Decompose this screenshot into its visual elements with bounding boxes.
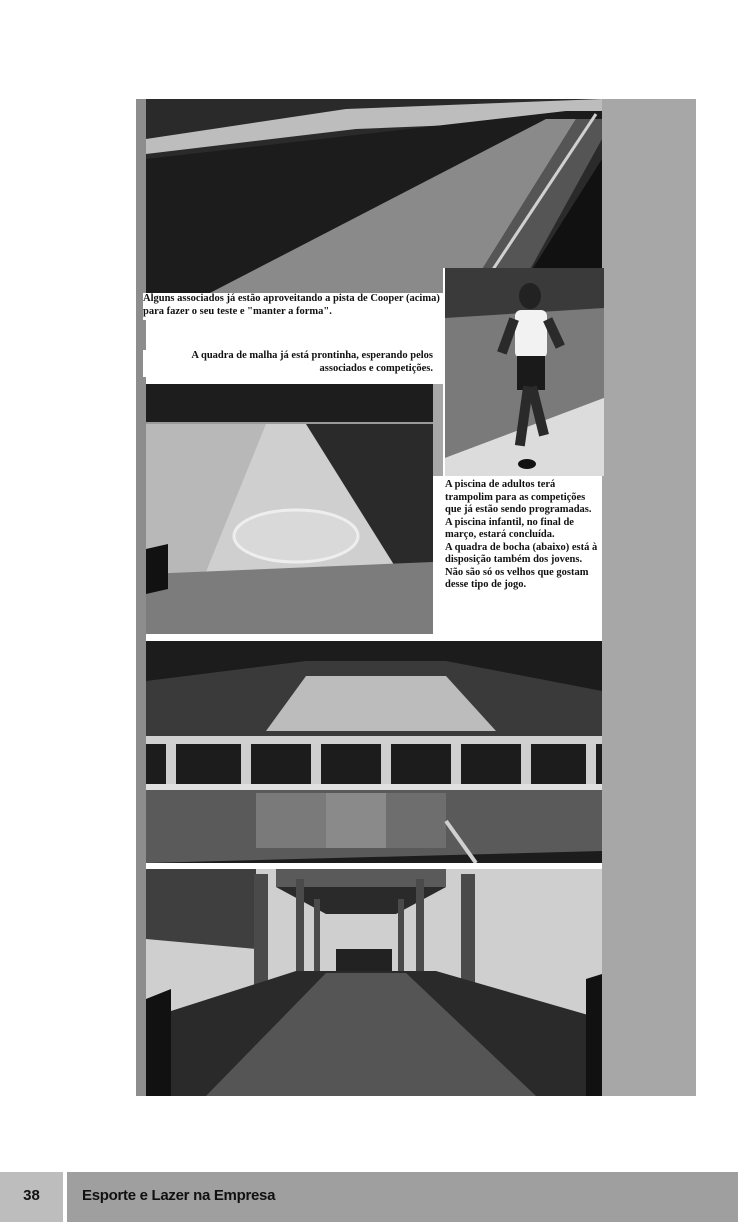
caption-pool-bocha xyxy=(445,479,602,594)
gutter xyxy=(146,863,602,869)
page-number: 38 xyxy=(0,1172,67,1222)
photo-malha-court xyxy=(146,384,433,634)
page-edge-shadow xyxy=(136,99,146,1096)
photo-cooper-track xyxy=(146,99,602,295)
caption-cooper-text: Alguns associados já estão aproveitando a pista de Cooper (acima) para fazer o seu teste e "manter a forma". xyxy=(143,293,440,317)
caption-pool-text: A piscina de adultos terá trampolim para as competições que já estão sendo programadas. A piscina infantil, no final de março, estará concluída. A quadra de bocha (abaixo) está à disposição também dos jovens. Não são só os velhos que gostam desse tipo de jogo. xyxy=(445,479,598,590)
caption-malha-court xyxy=(143,350,433,377)
photo-runner xyxy=(443,268,604,476)
caption-court-text: A quadra de malha já está prontinha, esperando pelos associados e competições. xyxy=(191,350,433,374)
photo-pool-construction xyxy=(146,641,602,863)
footer-title: Esporte e Lazer na Empresa xyxy=(82,1187,276,1204)
gutter xyxy=(146,634,443,641)
photo-bocha-court xyxy=(146,869,602,1096)
caption-cooper-track xyxy=(143,293,443,320)
